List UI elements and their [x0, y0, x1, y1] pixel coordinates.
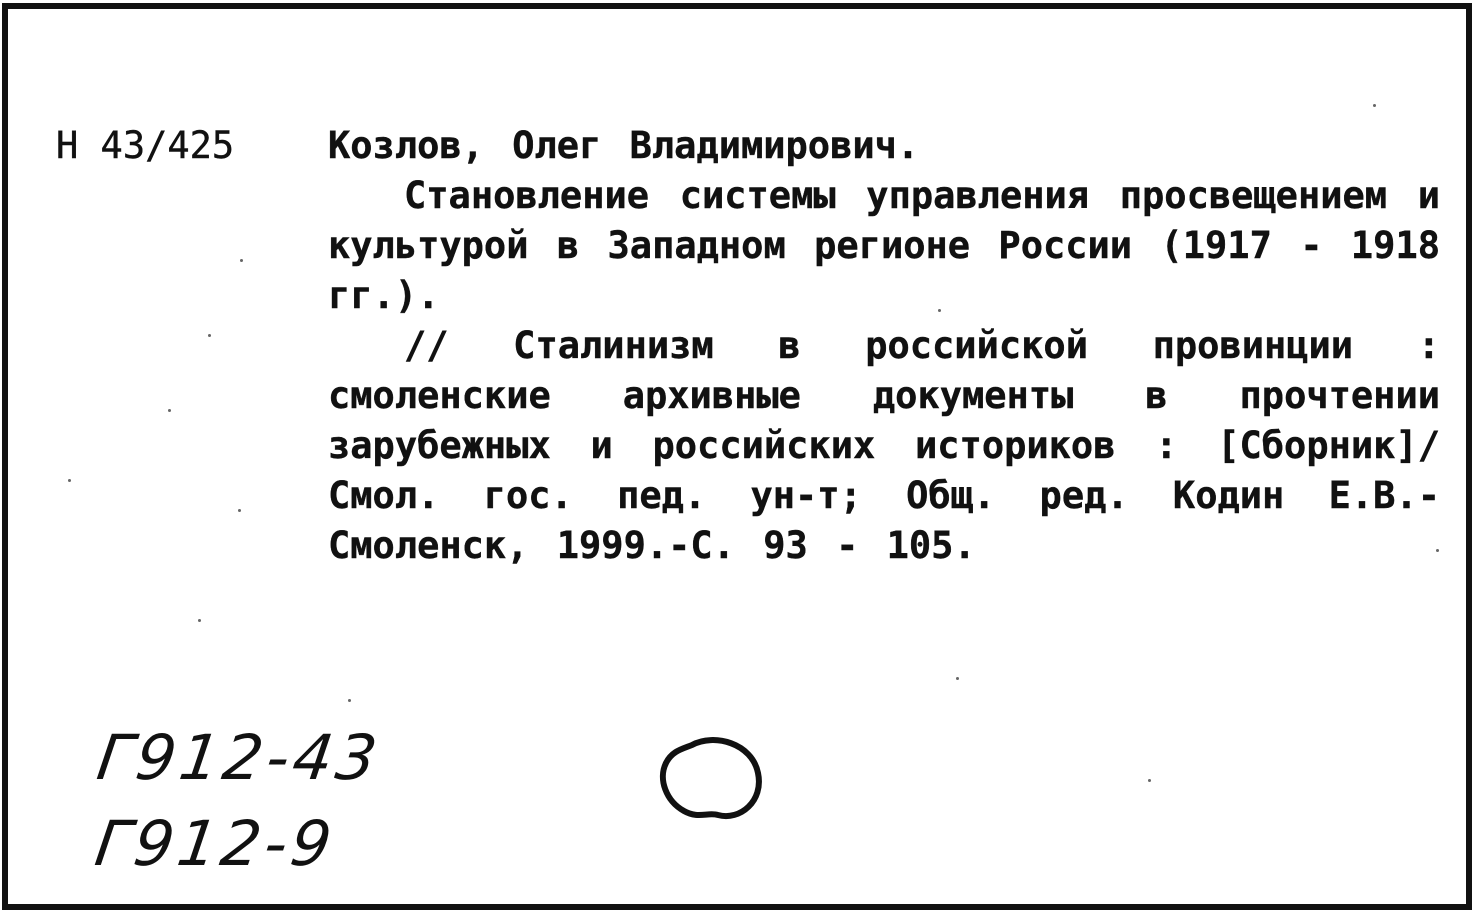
handwritten-code-2: Г912-9: [90, 807, 340, 880]
source-description: // Сталинизм в российской провинции : смоленские архивные документы в прочтении зарубежных и российских историков : [Сборник]/ Смол. гос. пед. ун-т; Общ. ред. Кодин Е.В.- Смоленск, 1999.-С. 93 - 105.: [328, 324, 1440, 567]
speck: [168, 409, 171, 412]
punch-hole-icon: [648, 731, 768, 831]
speck: [238, 509, 241, 512]
speck: [938, 309, 941, 312]
work-title: Становление системы управления просвещением и культурой в Западном регионе России (1917 - 1918 гг.).: [328, 174, 1440, 317]
speck: [956, 677, 959, 680]
speck: [1373, 104, 1376, 107]
speck: [348, 699, 351, 702]
author-name: Козлов, Олег Владимирович.: [328, 124, 920, 167]
speck: [240, 259, 243, 262]
speck: [1436, 549, 1439, 552]
speck: [1148, 779, 1151, 782]
speck: [198, 619, 201, 622]
handwritten-code-1: Г912-43: [92, 721, 386, 794]
speck: [68, 479, 71, 482]
shelf-mark: Н 43/425: [56, 124, 235, 167]
catalog-card: [2, 3, 1472, 910]
speck: [208, 334, 211, 337]
bibliographic-entry: [328, 121, 1440, 571]
